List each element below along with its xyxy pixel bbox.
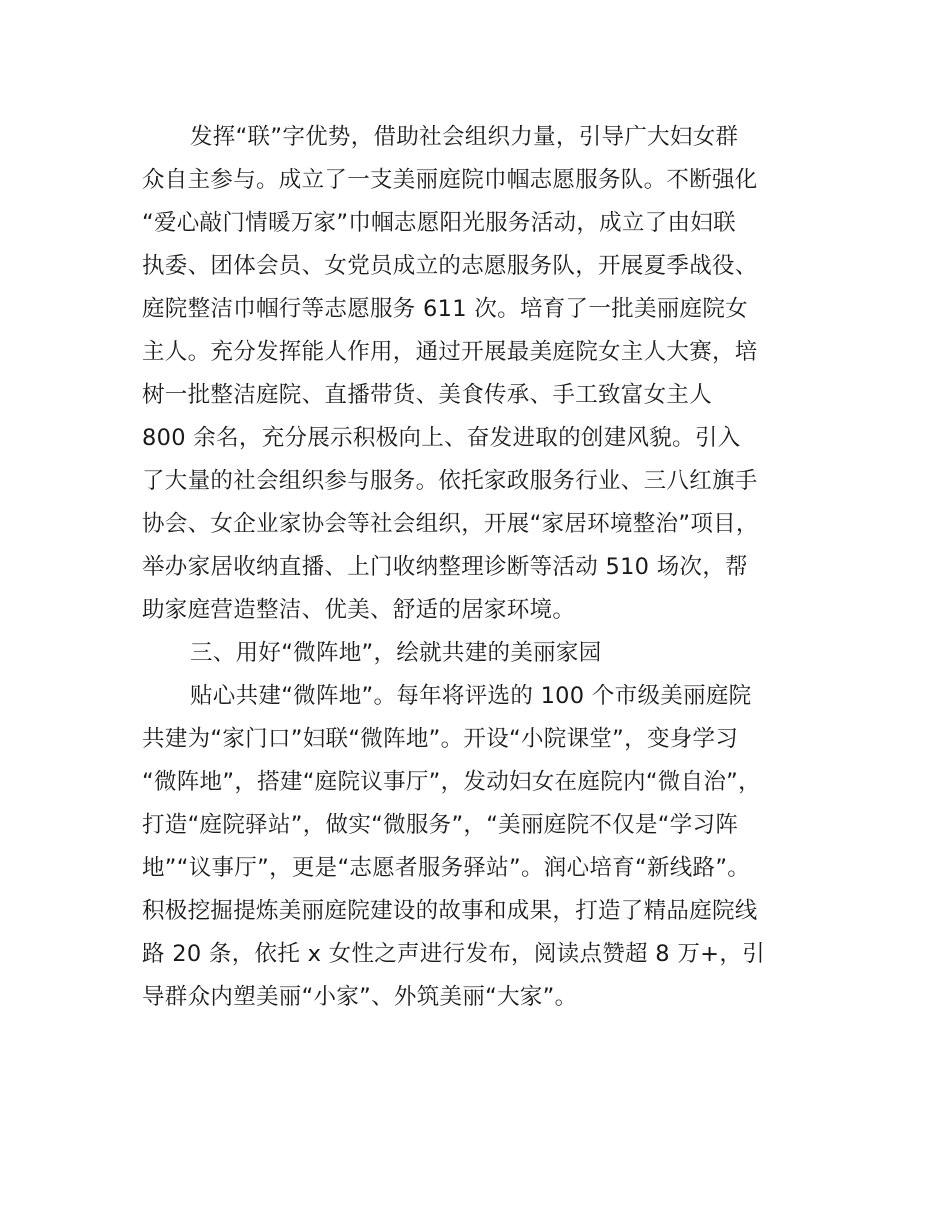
paragraph-line: 主人。充分发挥能人作用，通过开展最美庭院女主人大赛，培 [142, 339, 758, 365]
paragraph-line: 协会、女企业家协会等社会组织，开展“家居环境整治”项目， [142, 511, 759, 537]
paragraph-line: “爱心敲门情暖万家”巾帼志愿阳光服务活动，成立了由妇联 [142, 210, 736, 236]
paragraph-line: 共建为“家门口”妇联“微阵地”。开设“小院课堂”，变身学习 [142, 726, 739, 752]
paragraph-line: 庭院整洁巾帼行等志愿服务 611 次。培育了一批美丽庭院女 [142, 296, 748, 322]
paragraph-line: 助家庭营造整洁、优美、舒适的居家环境。 [142, 597, 576, 623]
paragraph-line: 众自主参与。成立了一支美丽庭院巾帼志愿服务队。不断强化 [142, 167, 758, 193]
paragraph-line: 树一批整洁庭院、直播带货、美食传承、手工致富女主人 [142, 382, 713, 408]
paragraph-line: “微阵地”，搭建“庭院议事厅”，发动妇女在庭院内“微自治”， [142, 769, 761, 795]
paragraph-line: 打造“庭院驿站”，做实“微服务”，“美丽庭院不仅是“学习阵 [142, 812, 739, 838]
paragraph-line: 贴心共建“微阵地”。每年将评选的 100 个市级美丽庭院 [190, 683, 752, 709]
document-body [142, 116, 832, 1019]
paragraph-line: 积极挖掘提炼美丽庭院建设的故事和成果，打造了精品庭院线 [142, 898, 758, 924]
paragraph-line: 举办家居收纳直播、上门收纳整理诊断等活动 510 场次，帮 [142, 554, 748, 580]
section-heading: 三、用好“微阵地”，绘就共建的美丽家园 [190, 640, 602, 666]
paragraph-line: 执委、团体会员、女党员成立的志愿服务队，开展夏季战役、 [142, 253, 758, 279]
paragraph-line: 发挥“联”字优势，借助社会组织力量，引导广大妇女群 [190, 124, 739, 150]
paragraph-line: 了大量的社会组织参与服务。依托家政服务行业、三八红旗手 [142, 468, 758, 494]
paragraph-line: 路 20 条，依托 x 女性之声进行发布，阅读点赞超 8 万+，引 [142, 941, 765, 967]
paragraph-line: 地”“议事厅”，更是“志愿者服务驿站”。润心培育“新线路”。 [142, 855, 751, 881]
paragraph-line: 导群众内塑美丽“小家”、外筑美丽“大家”。 [142, 984, 578, 1010]
paragraph-line: 800 余名，充分展示积极向上、奋发进取的创建风貌。引入 [142, 425, 741, 451]
